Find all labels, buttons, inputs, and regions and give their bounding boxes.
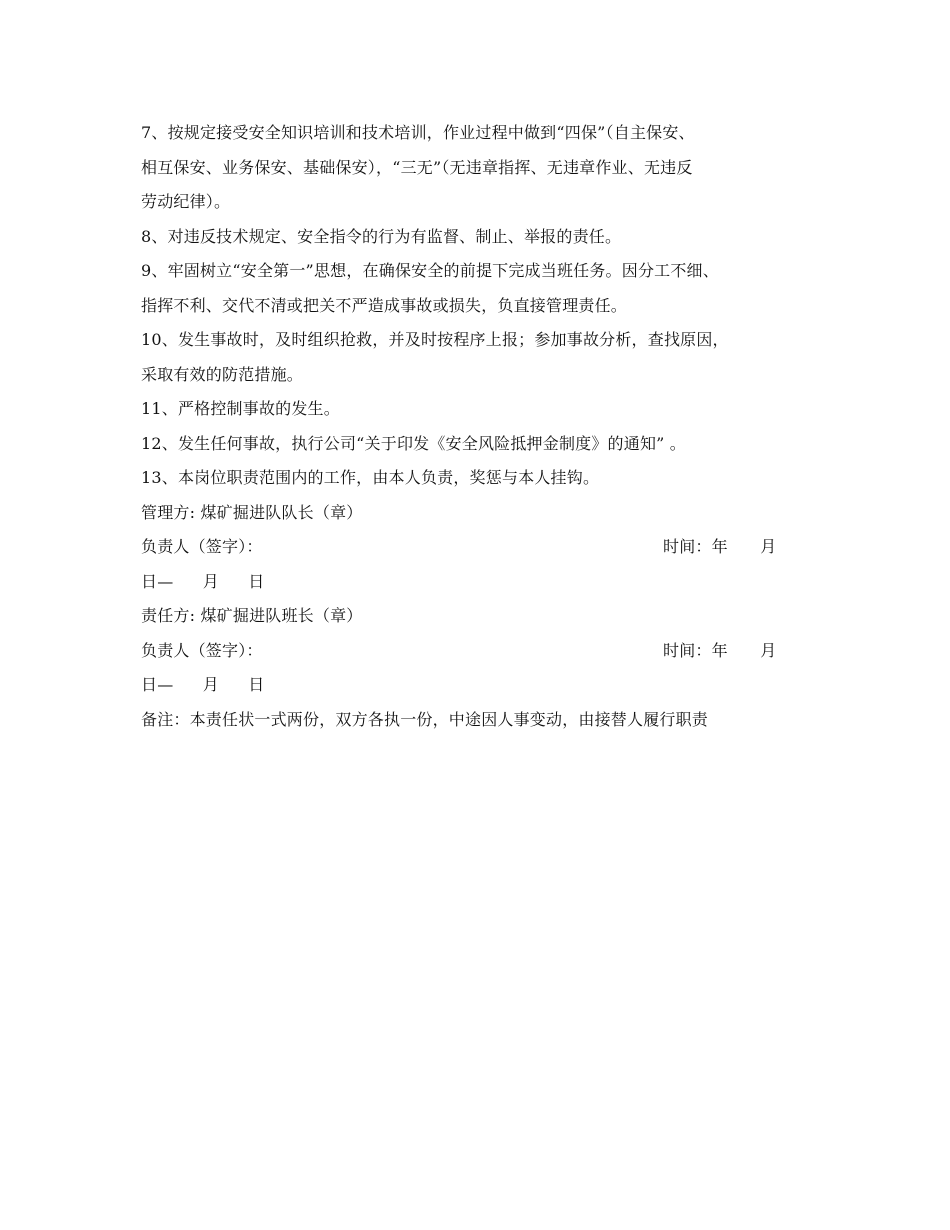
document-note: 备注：本责任状一式两份，双方各执一份，中途因人事变动，由接替人履行职责 bbox=[141, 709, 709, 729]
clause-8: 8、对违反技术规定、安全指令的行为有监督、制止、举报的责任。 bbox=[141, 226, 622, 246]
management-signature-line bbox=[141, 530, 821, 565]
management-party: 管理方: 煤矿掘进队队长（章） bbox=[141, 502, 363, 522]
clause-7-line-1: 7、按规定接受安全知识培训和技术培训，作业过程中做到“四保”（自主保安、 bbox=[141, 123, 695, 142]
clause-10-line-2: 采取有效的防范措施。 bbox=[141, 364, 304, 384]
management-day-label: 日 bbox=[248, 571, 265, 591]
management-day-start: 日— bbox=[141, 571, 174, 591]
responsible-month-label: 月 bbox=[202, 675, 219, 694]
management-signer-label: 负责人（签字）： bbox=[141, 537, 263, 556]
clause-7-line-3: 劳动纪律）。 bbox=[141, 192, 231, 211]
responsible-date-line bbox=[141, 668, 821, 703]
clause-7-line-2: 相互保安、业务保安、基础保安），“三无”（无违章指挥、无违章作业、无违反 bbox=[141, 157, 693, 177]
clause-11: 11、严格控制事故的发生。 bbox=[141, 399, 340, 418]
responsible-signature-line bbox=[141, 634, 821, 669]
clause-9-line-1: 9、牢固树立“安全第一”思想，在确保安全的前提下完成当班任务。因分工不细、 bbox=[141, 261, 719, 280]
clause-9-line-2: 指挥不利、交代不清或把关不严造成事故或损失，负直接管理责任。 bbox=[141, 295, 628, 315]
management-time-label: 时间：年 月 bbox=[663, 537, 777, 556]
management-month-label: 月 bbox=[202, 571, 219, 591]
clause-10-line-1: 10、发生事故时，及时组织抢救，并及时按程序上报；参加事故分析，查找原因， bbox=[141, 330, 729, 349]
responsible-day-start: 日— bbox=[141, 675, 174, 694]
management-date-line bbox=[141, 565, 821, 600]
responsible-party: 责任方: 煤矿掘进队班长（章） bbox=[141, 606, 363, 625]
responsible-time-label: 时间：年 月 bbox=[663, 640, 777, 660]
clause-12: 12、发生任何事故，执行公司“关于印发《安全风险抵押金制度》的通知” 。 bbox=[141, 433, 687, 453]
responsible-day-label: 日 bbox=[248, 675, 265, 694]
clause-13: 13、本岗位职责范围内的工作，由本人负责，奖惩与本人挂钩。 bbox=[141, 468, 600, 487]
document-body bbox=[141, 116, 821, 737]
responsible-signer-label: 负责人（签字）： bbox=[141, 640, 263, 660]
